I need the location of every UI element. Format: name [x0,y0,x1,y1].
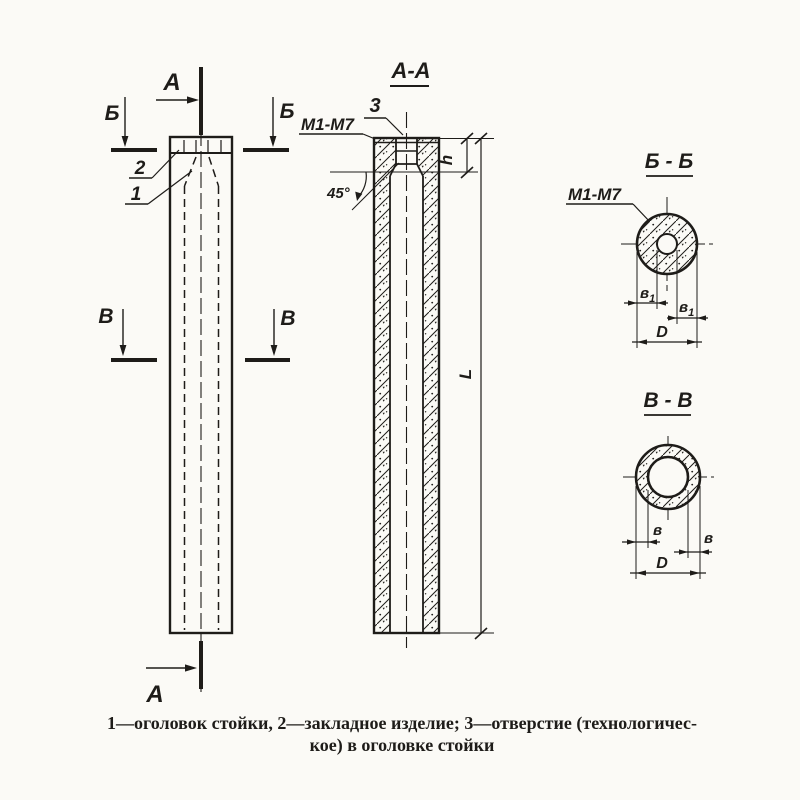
arrowhead [122,136,129,147]
dim-d-text-bb: D [656,324,668,341]
dim-arrow [687,339,697,344]
section-label-b-right: Б [279,100,295,123]
section-vv-title-text: В - В [643,389,693,412]
section-aa-title-text: А-А [391,58,431,83]
section-bb-view [566,150,713,348]
dim-arrow [700,549,709,554]
callout-tech-hole [364,95,403,135]
section-vv-title [644,389,693,415]
post-outline [170,130,232,697]
section-aa-title [390,58,431,86]
caption-line-1: 1—оголовок стойки, 2—закладное изделие; 3—отверстие (технологичес- [107,713,697,733]
arrowhead [187,96,199,103]
dim-head-height [437,133,494,178]
section-bb-title [645,150,694,176]
section-mark-b-right [243,97,295,150]
dim-arrow [637,339,647,344]
callout-label-2: 2 [134,158,146,179]
leader-line [386,118,403,135]
section-label-v-right: В [280,307,296,330]
dim-arrow [636,570,646,575]
caption-line-2: кое) в оголовке стойки [309,735,495,755]
callout-label-1: 1 [130,184,142,205]
dim-b1-base: в [640,285,650,302]
wall-hatch-right [417,139,439,632]
embed-label-aa [299,115,380,141]
embed-label-aa-text: М1-М7 [301,115,354,134]
dim-l-text: L [456,368,475,380]
figure-caption [107,713,697,756]
section-mark-a-top [156,67,201,135]
dim-h-text: h [437,154,456,166]
dim-arrow [679,549,688,554]
section-label-b-left: Б [104,102,120,125]
dim-b-left-text: в [653,522,663,539]
dim-arrow [697,315,706,320]
dim-b-right-text: в [704,530,714,547]
dim-b1-subscript: 1 [688,307,695,319]
section-bb-title-text: Б - Б [644,150,694,173]
dim-d-text-vv: D [656,555,668,572]
arrowhead [120,345,127,356]
section-mark-b-left [105,97,157,150]
arrowhead [185,664,197,671]
shaft-cavity [648,457,688,497]
section-label-v-left: В [98,305,114,328]
section-label-a-top: А [163,69,181,96]
head-hole [657,234,677,254]
dim-b1-right-text [679,299,694,319]
section-mark-a-bottom [145,641,201,708]
dim-b1-base: в [679,299,689,316]
section-vv-view [622,389,714,579]
dim-arrow [628,300,637,305]
section-bb-body [621,197,713,291]
chamfer-angle-callout [326,163,478,210]
dim-arrow [648,539,657,544]
dim-b1-subscript: 1 [649,293,656,305]
section-mark-v-left [98,305,157,360]
callout-label-3: 3 [369,95,381,117]
dim-b1-left-text [640,285,655,305]
dim-arrow [657,300,666,305]
arrowhead [270,136,277,147]
section-label-a-bottom: А [146,681,164,708]
arrowhead [271,345,278,356]
dim-arrow [668,315,677,320]
section-aa-view [299,58,494,648]
section-aa-body [374,112,439,648]
section-mark-v-right [245,307,296,360]
embed-label-bb-text: М1-М7 [568,185,621,204]
wall-hatch-left [374,139,396,632]
dim-length [440,133,494,639]
embed-label-bb [566,185,651,223]
chamfer-angle-text: 45° [327,185,350,202]
front-view [98,67,295,708]
dim-arrow [690,570,700,575]
dim-arrow [627,539,636,544]
